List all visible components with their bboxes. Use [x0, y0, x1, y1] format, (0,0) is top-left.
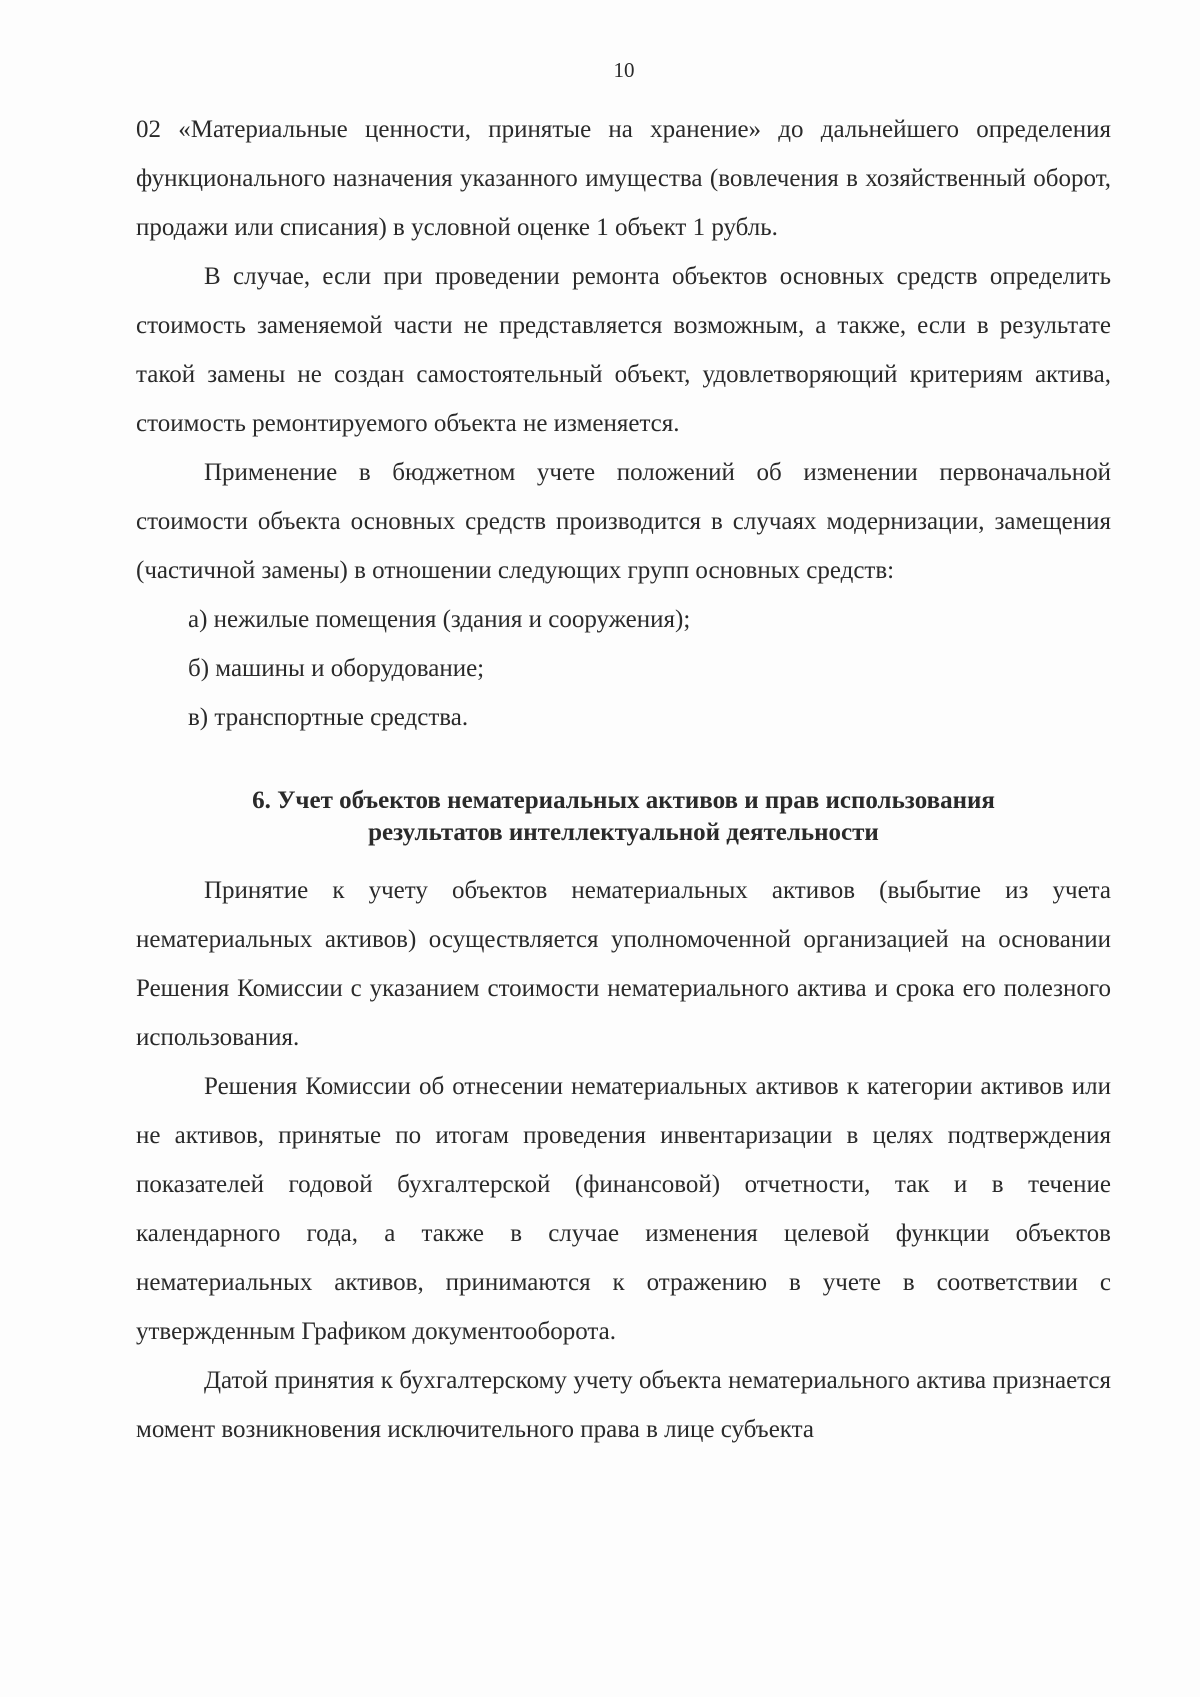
document-body — [136, 105, 1111, 1454]
paragraph-commission-decisions: Решения Комиссии об отнесении нематериальных активов к категории активов или не активов, принятые по итогам проведения инвентаризации в целях подтверждения показателей годовой бухгалтерской (финансовой) отчетности, так и в течение календарного года, а также в случае изменения целевой функции объектов нематериальных активов, принимаются к отражению в учете в соответствии с утвержденным Графиком документооборота. — [136, 1073, 1111, 1345]
list-item-machinery: б) машины и оборудование; — [188, 655, 485, 682]
section-heading-line-1: 6. Учет объектов нематериальных активов и прав использования — [252, 787, 995, 814]
page-number: 10 — [613, 58, 635, 82]
paragraph-repair-replacement: В случае, если при проведении ремонта объектов основных средств определить стоимость заменяемой части не представляется возможным, а также, если в результате такой замены не создан самостоятельный объект, удовлетворяющий критериям актива, стоимость ремонтируемого объекта не изменяется. — [136, 263, 1111, 437]
paragraph-acceptance-date: Датой принятия к бухгалтерскому учету объекта нематериального актива признается момент возникновения исключительного права в лице субъекта — [136, 1367, 1111, 1443]
paragraph-continuation: 02 «Материальные ценности, принятые на хранение» до дальнейшего определения функционального назначения указанного имущества (вовлечения в хозяйственный оборот, продажи или списания) в условной оценке 1 объект 1 рубль. — [136, 116, 1111, 241]
paragraph-initial-cost-change: Применение в бюджетном учете положений об изменении первоначальной стоимости объекта основных средств производится в случаях модернизации, замещения (частичной замены) в отношении следующих групп основных средств: — [136, 459, 1111, 584]
paragraph-intangible-acceptance: Принятие к учету объектов нематериальных активов (выбытие из учета нематериальных активов) осуществляется уполномоченной организацией на основании Решения Комиссии с указанием стоимости нематериального актива и срока его полезного использования. — [136, 877, 1111, 1051]
section-heading — [136, 785, 1111, 849]
section-heading-line-2: результатов интеллектуальной деятельности — [368, 819, 879, 846]
list-item-vehicles: в) транспортные средства. — [188, 704, 469, 731]
list-item-buildings: а) нежилые помещения (здания и сооружения); — [188, 606, 691, 633]
